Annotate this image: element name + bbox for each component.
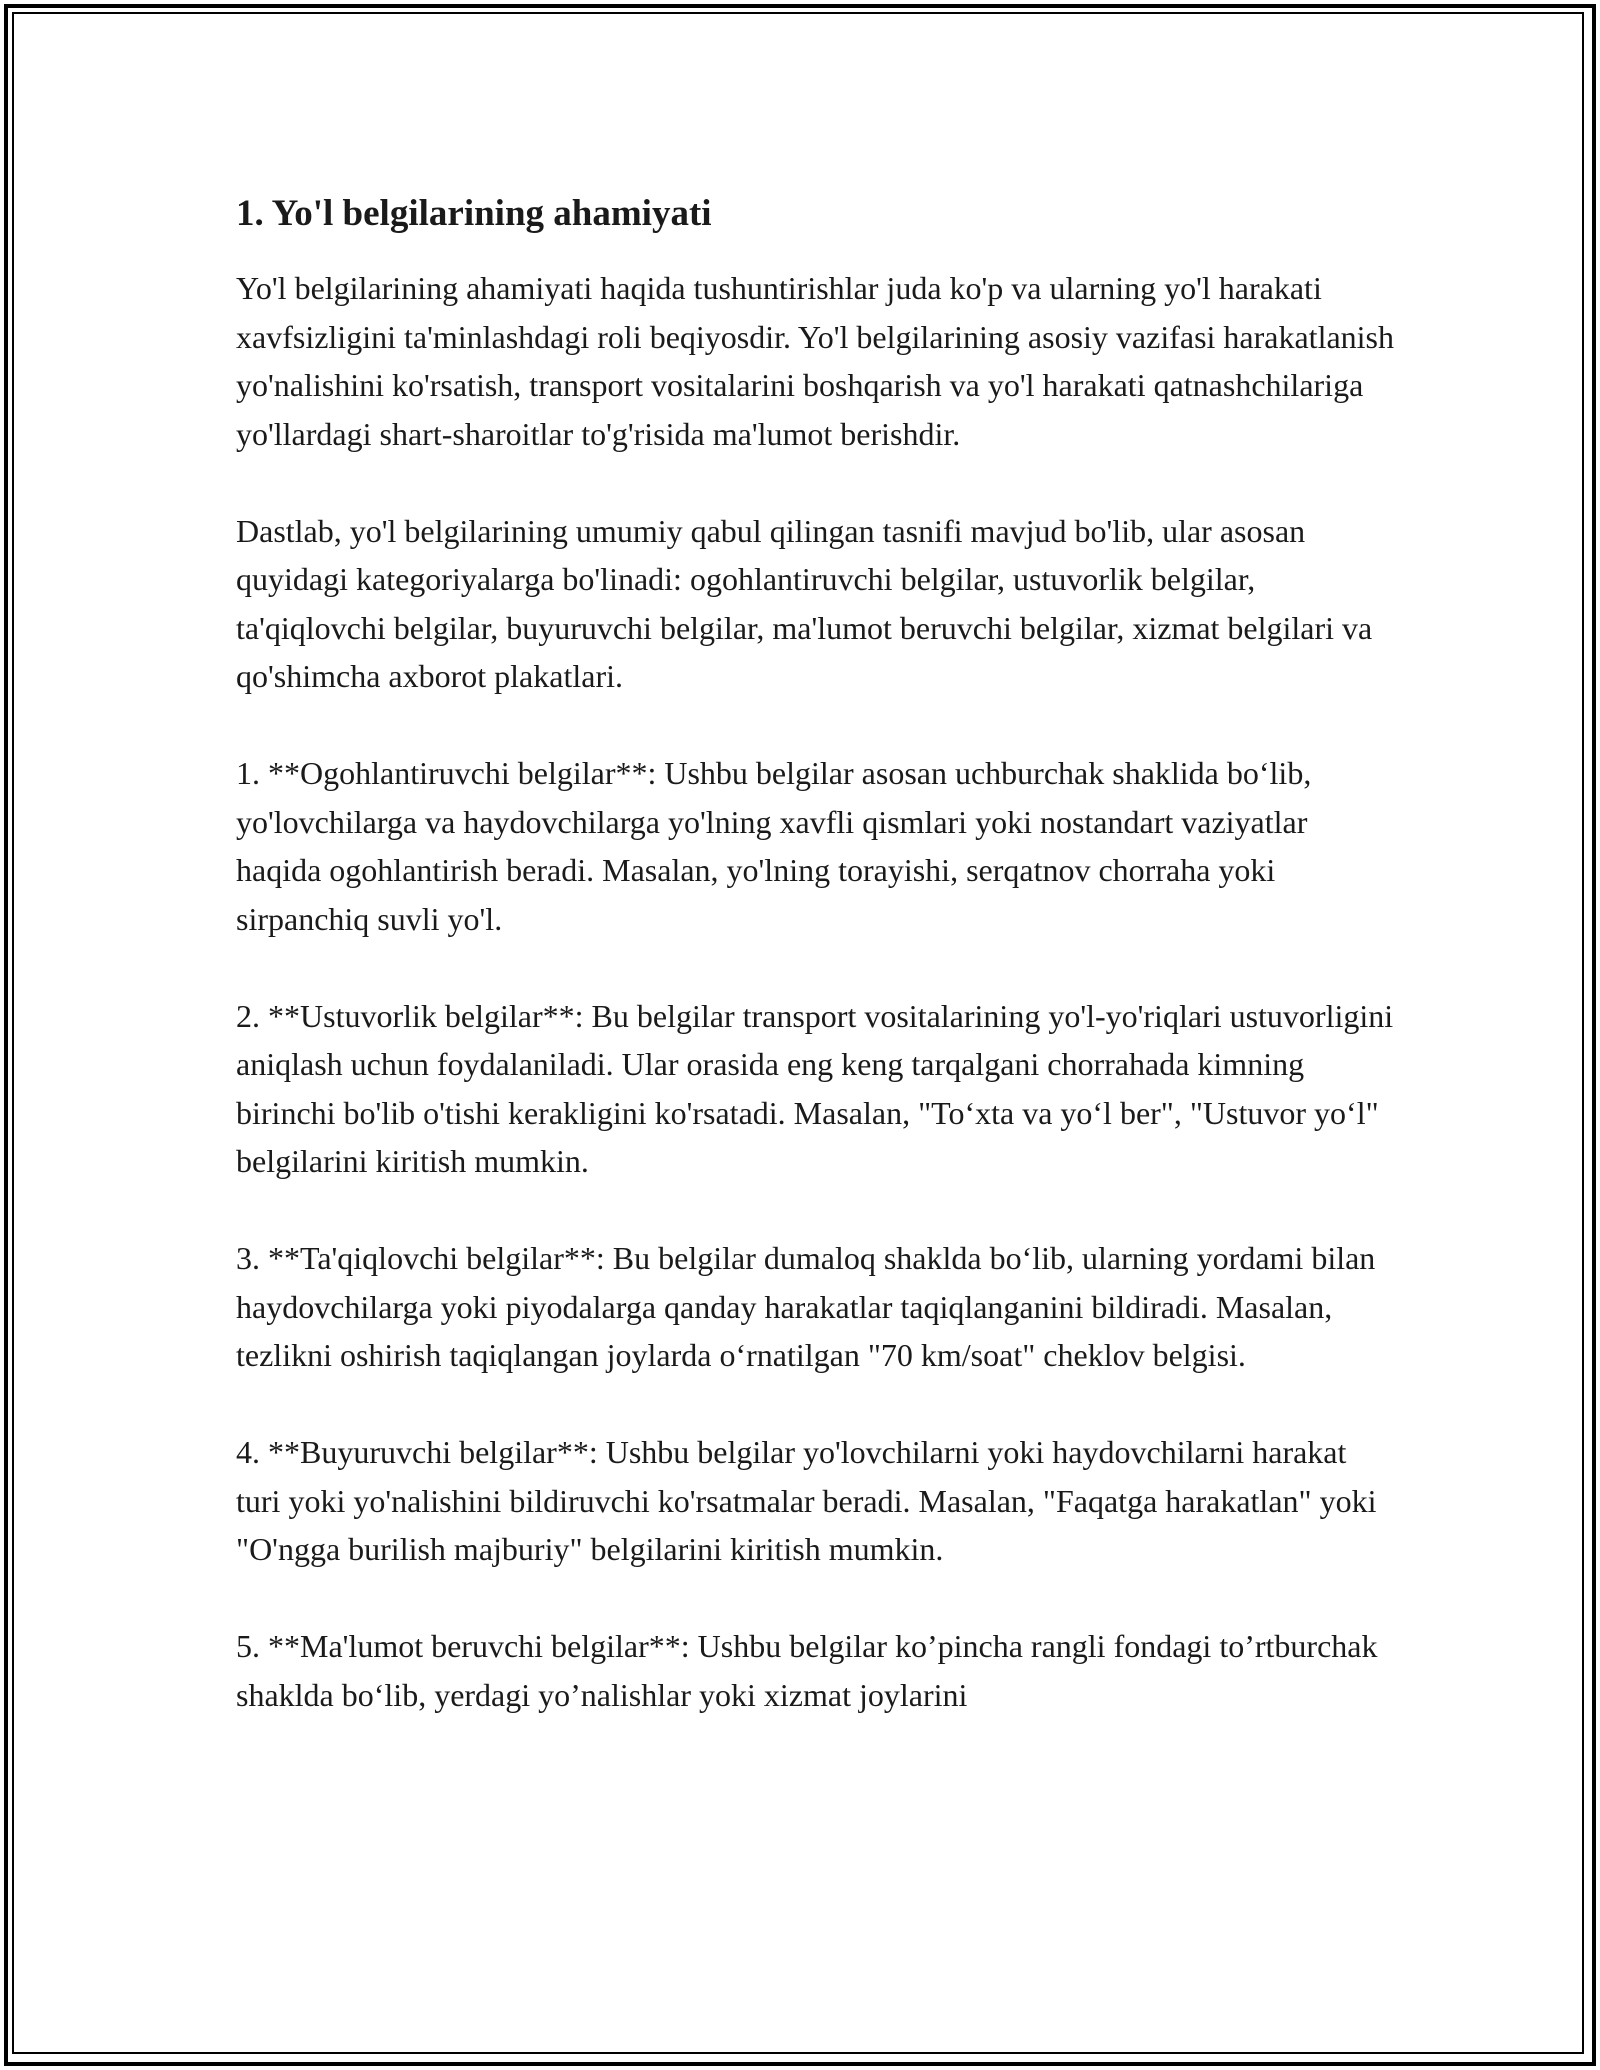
section-heading: 1. Yo'l belgilarining ahamiyati [236, 193, 712, 234]
paragraph-classification: Dastlab, yo'l belgilarining umumiy qabul qilingan tasnifi mavjud bo'lib, ular asosan quyidagi kategoriyalarga bo'linadi: ogohlantiruvchi belgilar, ustuvorlik belgilar, ta'qiqlovchi belgilar, buyuruvchi belgilar, ma'lumot beruvchi belgilar, xizmat belgilari va qo'shimcha axborot plakatlari. [236, 512, 1373, 694]
paragraph-priority-signs: 2. **Ustuvorlik belgilar**: Bu belgilar transport vositalarining yo'l-yo'riqlari ustuvorligini aniqlash uchun foydalaniladi. Ular orasida eng keng tarqalgani chorrahada kimning birinchi bo'lib o'tishi kerakligini ko'rsatadi. Masalan, "To‘xta va yo‘l ber", "Ustuvor yo‘l" belgilarini kiritish mumkin. [236, 997, 1394, 1179]
paragraph-intro: Yo'l belgilarining ahamiyati haqida tushuntirishlar juda ko'p va ularning yo'l harakati xavfsizligini ta'minlashdagi roli beqiyosdir. Yo'l belgilarining asosiy vazifasi harakatlanish yo'nalishini ko'rsatish, transport vositalarini boshqarish va yo'l harakati qatnashchilariga yo'llardagi shart-sharoitlar to'g'risida ma'lumot berishdir. [236, 270, 1394, 452]
paragraph-warning-signs: 1. **Ogohlantiruvchi belgilar**: Ushbu belgilar asosan uchburchak shaklida bo‘lib, yo'lovchilarga va haydovchilarga yo'lning xavfli qismlari yoki nostandart vaziyatlar haqida ogohlantirish beradi. Masalan, yo'lning torayishi, serqatnov chorraha yoki sirpanchiq suvli yo'l. [236, 755, 1312, 937]
paragraph-prohibitory-signs: 3. **Ta'qiqlovchi belgilar**: Bu belgilar dumaloq shakldа bo‘lib, ularning yordami bilan haydovchilarga yoki piyodalarga qanday harakatlar taqiqlanganini bildiradi. Masalan, tezlikni oshirish taqiqlangan joylarda o‘rnatilgan "70 km/soat" cheklov belgisi. [236, 1240, 1376, 1373]
paragraph-mandatory-signs: 4. **Buyuruvchi belgilar**: Ushbu belgilar yo'lovchilarni yoki haydovchilarni harakat turi yoki yo'nalishini bildiruvchi ko'rsatmalar beradi. Masalan, "Faqatga harakatlan" yoki "O'ngga burilish majburiy" belgilarini kiritish mumkin. [236, 1434, 1377, 1567]
paragraph-information-signs: 5. **Ma'lumot beruvchi belgilar**: Ushbu belgilar ko’pincha rangli fondagi to’rtburchak shaklda bo‘lib, yerdagi yo’nalishlar yoki xizmat joylarini [236, 1628, 1378, 1713]
document-body [236, 186, 1396, 1768]
